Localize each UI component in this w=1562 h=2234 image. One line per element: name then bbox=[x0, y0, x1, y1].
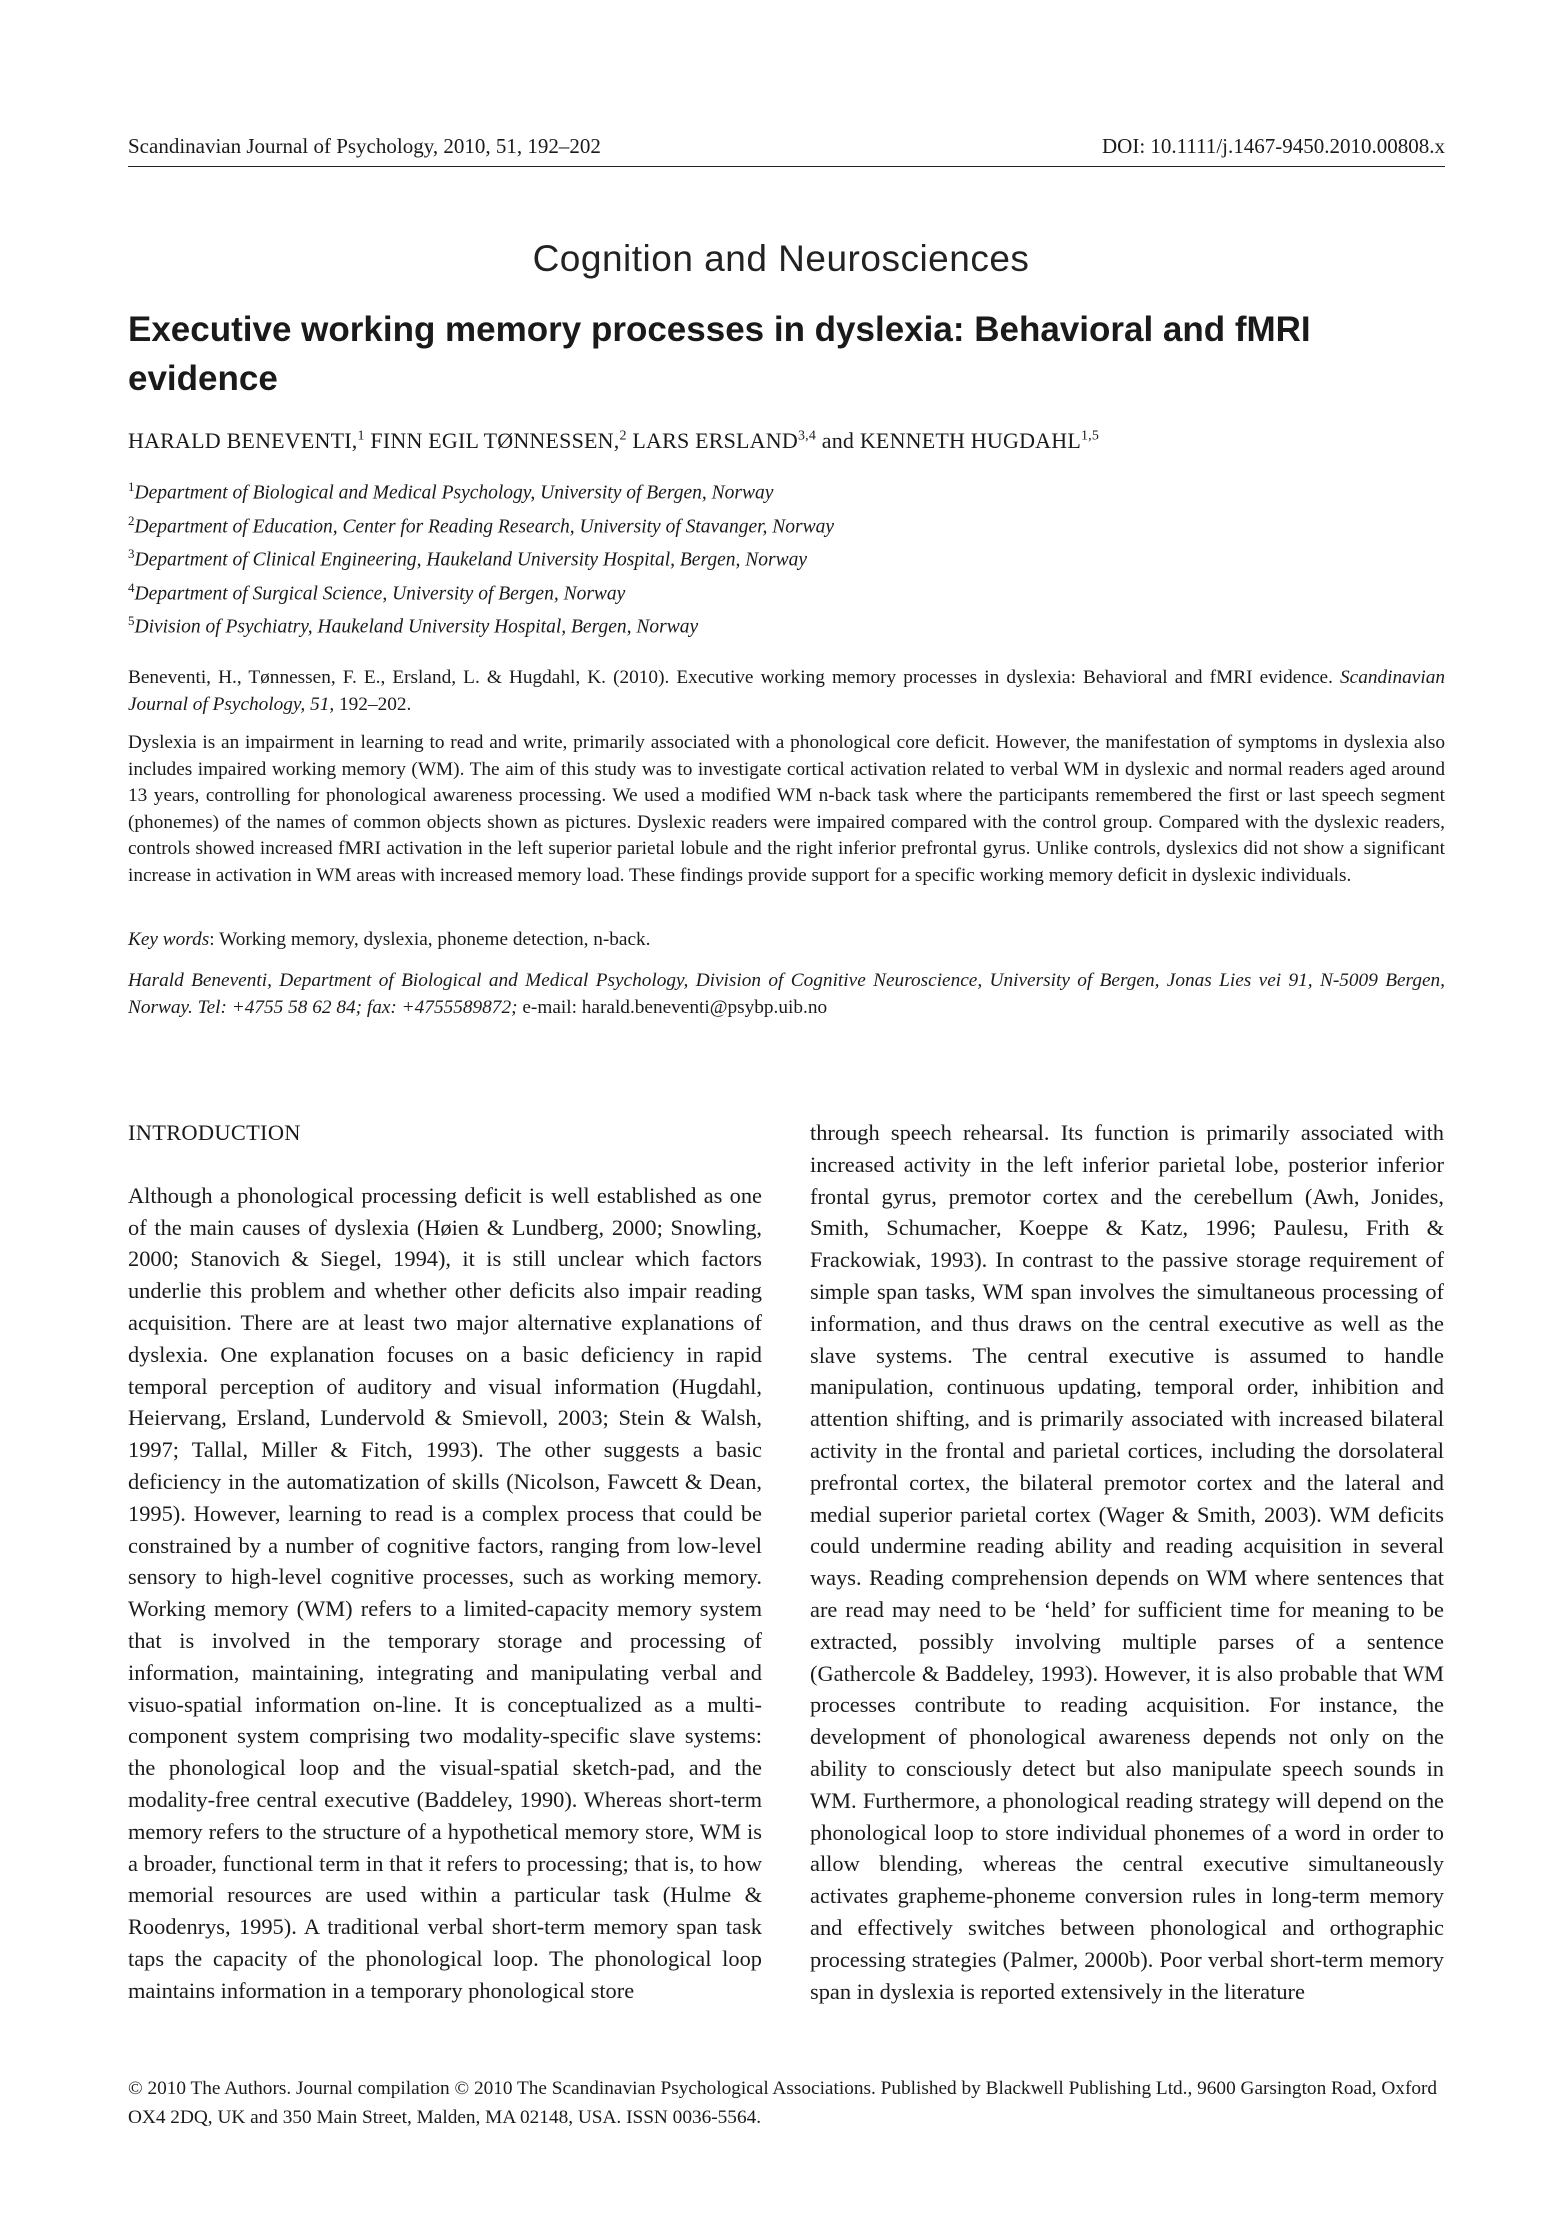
affiliation-text: Department of Biological and Medical Psychology, University of Bergen, Norway bbox=[134, 482, 774, 504]
citation-pages: 192–202. bbox=[339, 693, 412, 715]
running-header bbox=[128, 132, 1445, 167]
author-conjunction: and bbox=[821, 428, 855, 453]
affiliation-marker: 5 bbox=[128, 613, 135, 628]
citation-authors-title: Beneventi, H., Tønnessen, F. E., Ersland, L. & Hugdahl, K. (2010). Executive working memory processes in dyslexia: Behavioral and fMRI evidence. bbox=[128, 667, 1333, 688]
affiliations bbox=[128, 473, 1445, 641]
citation-journal: Scandinavian Journal of Psychology, bbox=[128, 667, 1445, 715]
author-affiliation-marker: 1,5 bbox=[1080, 428, 1100, 444]
author-affiliation-marker: 3,4 bbox=[797, 428, 817, 444]
affiliation-marker: 3 bbox=[128, 546, 135, 561]
citation-volume: 51, bbox=[310, 693, 335, 715]
affiliation-marker: 4 bbox=[128, 579, 135, 595]
section-heading-introduction: INTRODUCTION bbox=[128, 1120, 301, 1145]
keywords-label: Key words bbox=[128, 929, 210, 950]
body-column-right bbox=[810, 1117, 1444, 2007]
author-list bbox=[128, 428, 1445, 454]
author-name: HARALD BENEVENTI, bbox=[128, 428, 358, 453]
keywords-text: : Working memory, dyslexia, phoneme detection, n-back. bbox=[209, 929, 651, 950]
keywords bbox=[128, 929, 1445, 951]
affiliation-text: Department of Surgical Science, University of Bergen, Norway bbox=[134, 583, 626, 604]
affiliation-marker: 1 bbox=[128, 479, 135, 494]
body-paragraph: Although a phonological processing deficit is well established as one of the main causes of dyslexia (Høien & Lundberg, 2000; Snowling, 2000; Stanovich & Siegel, 1994), it is still unclear which factors underlie this problem and whether other deficits also impair reading acquisition. There are at least two major alternative explanations of dyslexia. One explanation focuses on a basic deficiency in rapid temporal perception of auditory and visual information (Hugdahl, Heiervang, Ersland, Lundervold & Smievoll, 2003; Stein & Walsh, 1997; Tallal, Miller & Fitch, 1993). The other suggests a basic deficiency in the automatization of skills (Nicolson, Fawcett & Dean, 1995). However, learning to read is a complex process that could be constrained by a number of cognitive factors, ranging from low-level sensory to high-level cognitive processes, such as working memory. Working memory (WM) refers to a limited-capacity memory system that is involved in the temporary storage and processing of information, maintaining, integrating and manipulating verbal and visuo-spatial information on-line. It is conceptualized as a multi-component system comprising two modality-specific slave systems: the phonological loop and the visual-spatial sketch-pad, and the modality-free central executive (Baddeley, 1990). Whereas short-term memory refers to the structure of a hypothetical memory store, WM is a broader, functional term in that it refers to processing; that is, to how memorial resources are used within a particular task (Hulme & Roodenrys, 1995). A traditional verbal short-term memory span task taps the capacity of the phonological loop. The phonological loop maintains information in a temporary phonological store bbox=[128, 1182, 762, 2003]
article-title: Executive working memory processes in dyslexia: Behavioral and fMRI evidence bbox=[128, 310, 1311, 398]
copyright-notice: © 2010 The Authors. Journal compilation © 2010 The Scandinavian Psychological Associations. Published by Blackwell Publishing Ltd., 9600 Garsington Road, Oxford OX4 2DQ, UK and 350 Main Street, Malden, MA 02148, USA. ISSN 0036-5564. bbox=[128, 2078, 1438, 2128]
author-name: KENNETH HUGDAHL bbox=[859, 428, 1081, 453]
correspondence bbox=[128, 968, 1445, 1021]
journal-reference: Scandinavian Journal of Psychology, 2010, 51, 192–202 bbox=[128, 134, 601, 158]
affiliation-item bbox=[128, 540, 1445, 574]
correspondence-email[interactable]: e-mail: harald.beneventi@psybp.uib.no bbox=[522, 996, 828, 1018]
body-column-left bbox=[128, 1117, 762, 2007]
author-name: FINN EGIL TØNNESSEN, bbox=[370, 428, 620, 453]
section-label: Cognition and Neurosciences bbox=[532, 238, 1030, 279]
author-affiliation-marker: 1 bbox=[357, 428, 365, 444]
affiliation-item bbox=[128, 607, 1445, 641]
affiliation-item bbox=[128, 473, 1445, 507]
affiliation-text: Department of Education, Center for Reading Research, University of Stavanger, Norway bbox=[134, 516, 835, 537]
citation bbox=[128, 665, 1445, 718]
doi[interactable]: DOI: 10.1111/j.1467-9450.2010.00808.x bbox=[1102, 134, 1445, 158]
affiliation-text: Division of Psychiatry, Haukeland University Hospital, Bergen, Norway bbox=[134, 616, 699, 638]
affiliation-text: Department of Clinical Engineering, Haukeland University Hospital, Bergen, Norway bbox=[134, 549, 807, 571]
author-name: LARS ERSLAND bbox=[632, 428, 798, 453]
affiliation-item bbox=[128, 507, 1445, 541]
abstract: Dyslexia is an impairment in learning to read and write, primarily associated with a phonological core deficit. However, the manifestation of symptoms in dyslexia also includes impaired working memory (WM). The aim of this study was to investigate cortical activation related to verbal WM in dyslexic and normal readers aged around 13 years, controlling for phonological awareness processing. We used a modified WM n-back task where the participants remembered the first or last speech segment (phonemes) of the names of common objects shown as pictures. Dyslexic readers were impaired compared with the control group. Compared with the dyslexic readers, controls showed increased fMRI activation in the left superior parietal lobule and the right inferior prefrontal gyrus. Unlike controls, dyslexics did not show a significant increase in activation in WM areas with increased memory load. These findings provide support for a specific working memory deficit in dyslexic individuals. bbox=[128, 732, 1445, 886]
correspondence-address: Harald Beneventi, Department of Biological and Medical Psychology, Division of Cognitive Neuroscience, University of Bergen, Jonas Lies vei 91, N-5009 Bergen, Norway. Tel: +4755 58 62 84; fax: +4755589872; bbox=[128, 970, 1445, 1018]
author-affiliation-marker: 2 bbox=[619, 428, 627, 444]
body-paragraph: through speech rehearsal. Its function is primarily associated with increased activity in the left inferior parietal lobe, posterior inferior frontal gyrus, premotor cortex and the cerebellum (Awh, Jonides, Smith, Schumacher, Koeppe & Katz, 1996; Paulesu, Frith & Frackowiak, 1993). In contrast to the passive storage requirement of simple span tasks, WM span involves the simultaneous processing of information, and thus draws on the central executive as well as the slave systems. The central executive is assumed to handle manipulation, continuous updating, temporal order, inhibition and attention shifting, and is primarily associated with increased bilateral activity in the frontal and parietal cortices, including the dorsolateral prefrontal cortex, the bilateral premotor cortex and the lateral and medial superior parietal cortex (Wager & Smith, 2003). WM deficits could undermine reading ability and reading acquisition in several ways. Reading comprehension depends on WM where sentences that are read may need to be ‘held’ for sufficient time for meaning to be extracted, possibly involving multiple parses of a sentence (Gathercole & Baddeley, 1993). However, it is also probable that WM processes contribute to reading acquisition. For instance, the development of phonological awareness depends not only on the ability to consciously detect but also manipulate speech sounds in WM. Furthermore, a phonological reading strategy will depend on the phonological loop to store individual phonemes of a word in order to allow blending, whereas the central executive simultaneously activates grapheme-phoneme conversion rules in long-term memory and effectively switches between phonological and orthographic processing strategies (Palmer, 2000b). Poor verbal short-term memory span in dyslexia is reported extensively in the literature bbox=[810, 1120, 1444, 2004]
affiliation-marker: 2 bbox=[128, 512, 135, 528]
affiliation-item bbox=[128, 574, 1445, 608]
